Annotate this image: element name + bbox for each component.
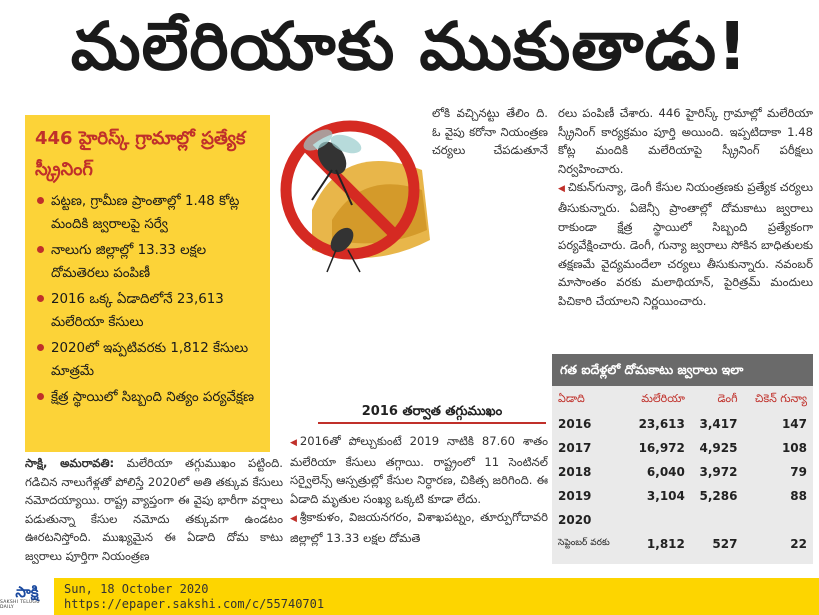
highlight-item: 2016 ఒక్క ఏడాదిలోనే 23,613 మలేరియా కేసులు [35,288,260,334]
table-row: సెప్టెంబర్ వరకు 1,812 527 22 [558,537,807,551]
table-header: డెంగీ [717,392,738,405]
highlight-item: పట్టణ, గ్రామీణ ప్రాంతాల్లో 1.48 కోట్ల మందికి జ్వరాలపై సర్వే [35,190,260,236]
sakshi-logo[interactable] [0,578,54,615]
highlights-title: 446 హైరిస్క్ గ్రామాల్లో ప్రత్యేక స్క్రీనింగ్ [35,128,246,180]
highlights-list [35,190,260,409]
highlight-item: 2020లో ఇప్పటివరకు 1,812 కేసులు మాత్రమే [35,337,260,383]
article-column-middle-bottom: ◀ 2016తో పోల్చుకుంటే 2019 నాటికి 87.60 శాతం మలేరియా కేసులు తగ్గాయి. రాష్ట్రంలో 11 సెంటినల్ సర్వైలెన్స్ ఆస్పత్రుల్లో కేసుల నిర్ధారణ, చికిత్స జరిగింది. ఈ ఏడాది మృతుల సంఖ్య ఒక్కటి కూడా లేదు. ◀ శ్రీకాకుళం, విజయనగరం, విశాఖపట్నం, తూర్పుగోదావరి జిల్లాల్లో 13.33 లక్షల దోమతె [290,434,548,545]
epaper-link[interactable]: https://epaper.sakshi.com/c/55740701 [64,596,325,611]
article-column-middle-wrap [278,274,548,400]
table-header: చికెన్ గున్యా [754,392,807,405]
table-row: 2018 6,040 3,972 79 [558,465,807,479]
table-title: గత ఐదేళ్లలో దోమకాటు జ్వరాలు ఇలా [552,354,813,386]
footer-meta [64,582,324,612]
table-row: 2019 3,104 5,286 88 [558,489,807,503]
bullet-icon [37,197,44,204]
table-row: 2017 16,972 4,925 108 [558,441,807,455]
logo-subtitle: SAKSHI TELUGU DAILY [0,599,40,610]
table-header: ఏడాది [558,392,585,405]
highlight-item: క్షేత్ర స్థాయిలో సిబ్బంది నిత్యం పర్యవేక్షణ [35,386,260,409]
arrow-bullet-icon: ◀ [290,438,297,448]
arrow-bullet-icon: ◀ [558,184,565,195]
arrow-bullet-icon: ◀ [290,514,297,525]
section-subhead: 2016 తర్వాత తగ్గుముఖం [318,402,546,424]
bullet-icon [37,393,44,400]
logo-text: సాక్షి [15,582,39,601]
bullet-icon [37,295,44,302]
table-header: మలేరియా [641,392,685,405]
table-row: 2016 23,613 3,417 147 [558,417,807,431]
fever-stats-table [552,354,813,564]
article-column-right: రలు పంపిణీ చేశారు. 446 హైరిస్క్ గ్రామాల్లో మలేరియా స్క్రీనింగ్ కార్యక్రమం పూర్తి అయింది. ఇప్పటిదాకా 1.48 కోట్ల మందికి మలేరియాపై స్క్రీనింగ్ పరీక్షలు నిర్వహించారు. ◀ చికున్‌గున్యా, డెంగీ కేసుల నియంత్రణకు ప్రత్యేక చర్యలు తీసుకున్నారు. ఏజెన్సీ ప్రాంతాల్లో దోమకాటు జ్వరాలు రాకుండా క్షేత్ర స్థాయిలో సిబ్బంది ప్రత్యేకంగా పర్యవేక్షించారు. డెంగీ, గున్యా జ్వరాలు సోకిన బాధితులకు తక్షణమే వైద్యమందేలా చర్యలు తీసుకున్నారు. నవంబర్ మాసాంతం వరకు మలాథియాన్, పైరిత్రమ్ మందులు పిచికారి చేయాలని నిర్ణయించారు. [558,106,813,308]
highlights-box [25,115,270,452]
headline: మలేరియాకు ముకుతాడు! [70,7,749,85]
dateline: సాక్షి, అమరావతి: [25,456,115,470]
bullet-icon [37,344,44,351]
article-column-left: సాక్షి, అమరావతి: మలేరియా తగ్గుముఖం పట్టింది. గడిచిన నాలుగేళ్లతో పోలిస్తే 2020లో అతి తక్కువ కేసులు నమోదయ్యాయి. రాష్ట్ర వ్యాప్తంగా ఈ వైపు భారీగా వర్షాలు పడుతున్నా కేసుల నమోదు తక్కువగా ఉండటం ఊరటనిస్తోంది. ముఖ్యమైన ఈ ఏడాది దోమ కాటు జ్వరాలు పూర్తిగా నియంత్రణ [25,456,283,563]
bullet-icon [37,246,44,253]
edition-date: Sun, 18 October 2020 [64,581,209,596]
footer-bar [0,578,819,615]
article-column-middle-top: లోకి వచ్చినట్టు తేలిం ది. ఓ వైపు కరోనా నియంత్రణ చర్యలు చేపడుతూనే [432,106,548,158]
table-row: 2020 [558,513,592,527]
highlight-item: నాలుగు జిల్లాల్లో 13.33 లక్షల దోమతెరలు పంపిణీ [35,239,260,285]
no-mosquito-illustration [272,100,430,280]
